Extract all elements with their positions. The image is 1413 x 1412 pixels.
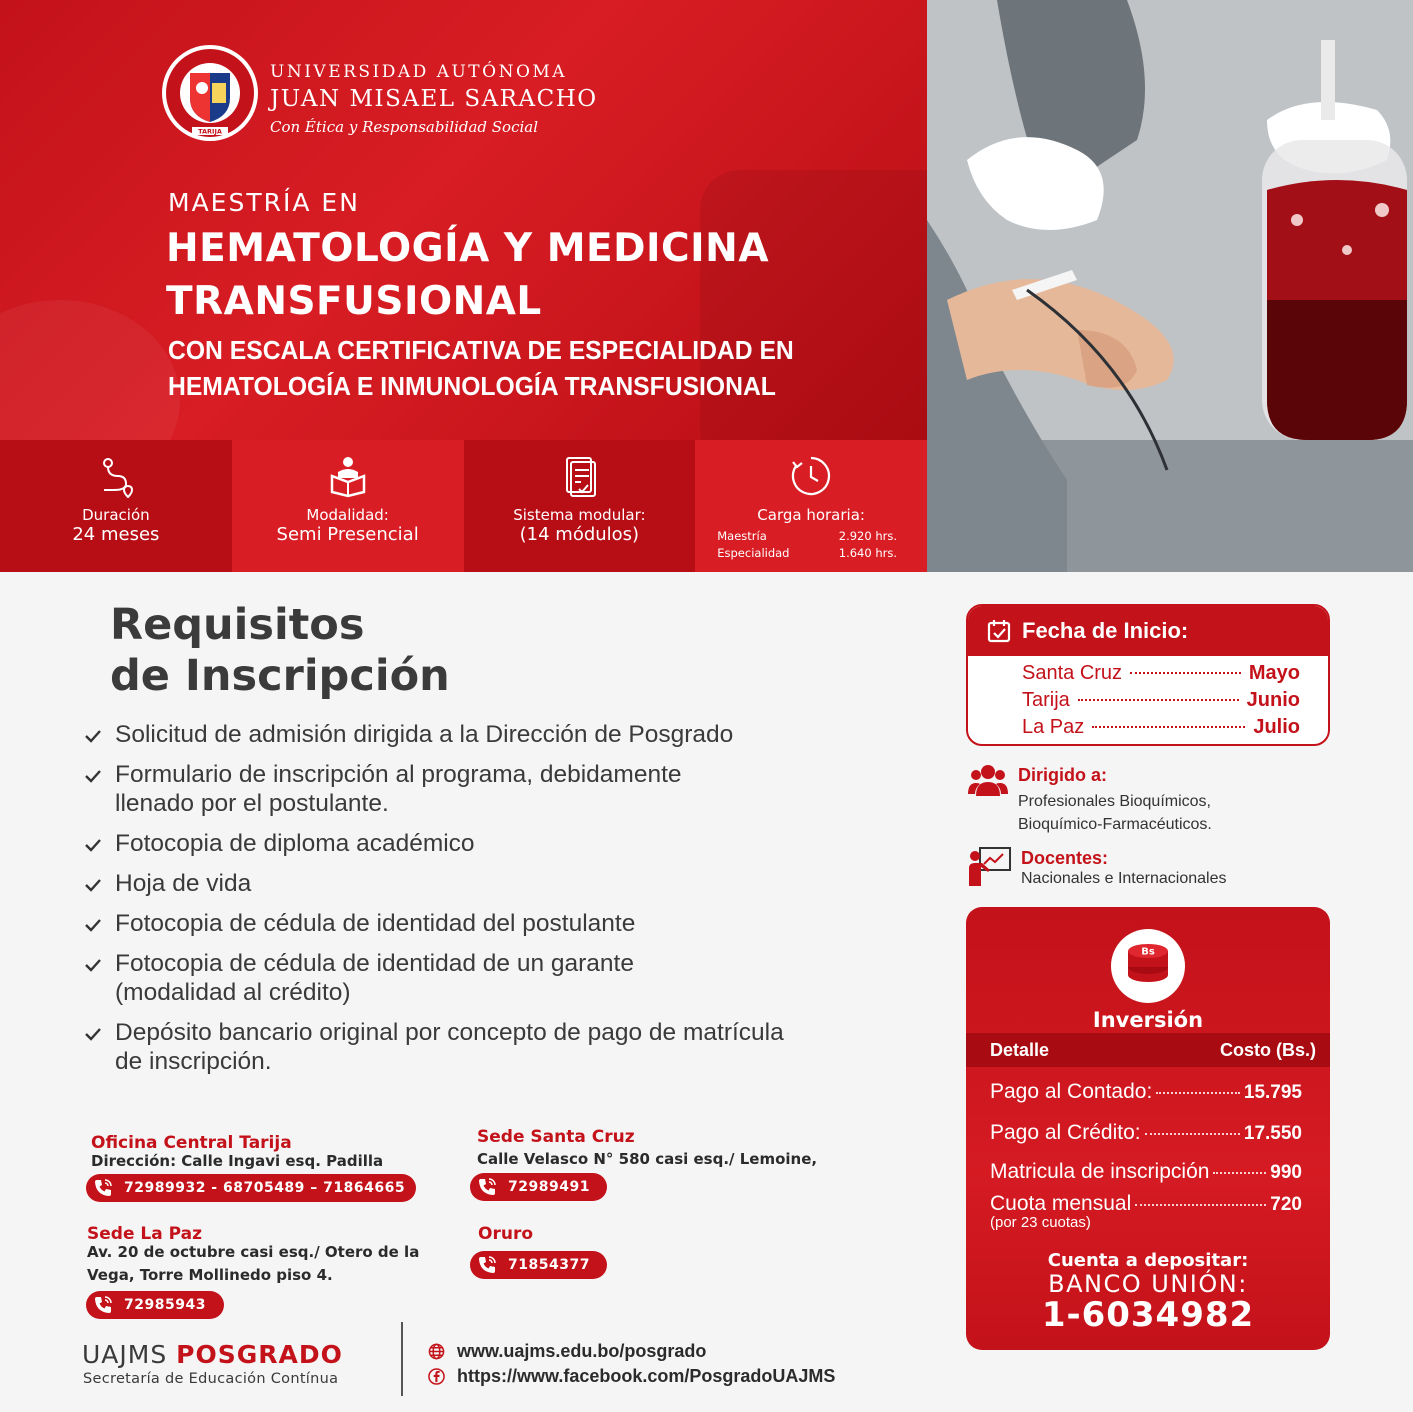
document-check-icon bbox=[557, 454, 601, 498]
stats-bar bbox=[0, 440, 927, 572]
requirements-list bbox=[84, 720, 874, 1087]
clock-icon bbox=[789, 454, 833, 498]
phone-icon bbox=[476, 1176, 498, 1198]
list-item: Formulario de inscripción al programa, debidamente llenado por el postulante. bbox=[84, 760, 874, 818]
header-banner bbox=[0, 0, 927, 440]
start-date-row: Santa Cruz Mayo bbox=[1022, 662, 1300, 684]
checkmark-icon bbox=[84, 728, 102, 744]
calendar-check-icon bbox=[986, 618, 1012, 644]
svg-text:Bs: Bs bbox=[1141, 946, 1155, 958]
list-item: Solicitud de admisión dirigida a la Dirección de Posgrado bbox=[84, 720, 874, 749]
checkmark-icon bbox=[84, 768, 102, 784]
globe-icon bbox=[428, 1343, 445, 1360]
investment-row: Cuota mensual 720 bbox=[990, 1192, 1302, 1215]
program-title: HEMATOLOGÍA Y MEDICINA TRANSFUSIONAL bbox=[166, 226, 770, 324]
office-la-paz-address: Av. 20 de octubre casi esq./ Otero de la Vega, Torre Mollinedo piso 4. bbox=[87, 1243, 420, 1284]
office-oruro-title: Oruro bbox=[478, 1224, 534, 1244]
office-santa-cruz-address: Calle Velasco N° 580 casi esq./ Lemoine, bbox=[477, 1150, 818, 1168]
bank-account: 1-6034982 bbox=[1041, 1295, 1255, 1335]
checkmark-icon bbox=[84, 1026, 102, 1042]
list-item: Fotocopia de diploma académico bbox=[84, 829, 874, 858]
investment-row: Matricula de inscripción 990 bbox=[990, 1160, 1302, 1183]
group-icon bbox=[968, 762, 1008, 798]
office-tarija-title: Oficina Central Tarija bbox=[91, 1133, 292, 1153]
stat-hours: Carga horaria: Maestría 2.920 hrs. Especialidad 1.640 hrs. bbox=[695, 440, 927, 572]
investment-row: Pago al Contado: 15.795 bbox=[990, 1080, 1302, 1103]
list-item: Depósito bancario original por concepto de pago de matrícula de inscripción. bbox=[84, 1018, 874, 1076]
teachers-title: Docentes: bbox=[1021, 848, 1109, 868]
list-item: Fotocopia de cédula de identidad de un garante (modalidad al crédito) bbox=[84, 949, 874, 1007]
coin-icon bbox=[1111, 929, 1185, 1003]
svg-text:TARIJA: TARIJA bbox=[198, 127, 222, 136]
office-la-paz-phone[interactable]: 72985943 bbox=[86, 1291, 224, 1319]
footer-divider bbox=[401, 1322, 403, 1396]
stat-modality: Modalidad: Semi Presencial bbox=[232, 440, 464, 572]
office-santa-cruz-title: Sede Santa Cruz bbox=[477, 1127, 635, 1147]
office-santa-cruz-phone[interactable]: 72989491 bbox=[470, 1173, 607, 1201]
checkmark-icon bbox=[84, 877, 102, 893]
blood-donation-photo bbox=[927, 0, 1413, 572]
facebook-icon bbox=[428, 1368, 445, 1385]
audience-title: Dirigido a: bbox=[1018, 765, 1107, 785]
office-tarija-address: Dirección: Calle Ingavi esq. Padilla bbox=[91, 1152, 384, 1170]
investment-header: Detalle Costo (Bs.) bbox=[966, 1033, 1330, 1067]
footer-secretary: Secretaría de Educación Contínua bbox=[83, 1371, 339, 1387]
office-oruro-phone[interactable]: 71854377 bbox=[470, 1251, 607, 1279]
investment-box bbox=[966, 907, 1330, 1350]
facebook-link[interactable]: https://www.facebook.com/PosgradoUAJMS bbox=[428, 1366, 835, 1387]
teacher-board-icon bbox=[968, 846, 1012, 888]
phone-icon bbox=[476, 1254, 498, 1276]
reader-icon bbox=[326, 454, 370, 498]
university-seal-icon bbox=[160, 38, 260, 148]
bank-name: BANCO UNIÓN: bbox=[1048, 1270, 1248, 1298]
start-date-row: Tarija Junio bbox=[1022, 689, 1300, 711]
office-la-paz-title: Sede La Paz bbox=[87, 1224, 202, 1244]
checkmark-icon bbox=[84, 957, 102, 973]
university-name-line2: JUAN MISAEL SARACHO bbox=[270, 86, 598, 112]
audience-description: Profesionales Bioquímicos, Bioquímico-Farmacéuticos. bbox=[1018, 793, 1212, 833]
university-motto: Con Ética y Responsabilidad Social bbox=[270, 118, 539, 136]
investment-title: Inversión bbox=[1092, 1008, 1204, 1032]
installments-note: (por 23 cuotas) bbox=[990, 1214, 1091, 1231]
deposit-label: Cuenta a depositar: bbox=[1047, 1250, 1249, 1271]
program-subtitle: CON ESCALA CERTIFICATIVA DE ESPECIALIDAD EN HEMATOLOGÍA E INMUNOLOGÍA TRANSFUSIONAL bbox=[168, 335, 794, 401]
stat-modular: Sistema modular: (14 módulos) bbox=[464, 440, 696, 572]
start-date-row: La Paz Julio bbox=[1022, 716, 1300, 738]
footer-brand: UAJMS POSGRADO bbox=[82, 1340, 343, 1369]
office-tarija-phone[interactable]: 72989932 - 68705489 – 71864665 bbox=[86, 1174, 416, 1202]
investment-row: Pago al Crédito: 17.550 bbox=[990, 1121, 1302, 1144]
stat-duration: Duración 24 meses bbox=[0, 440, 232, 572]
teachers-description: Nacionales e Internacionales bbox=[1021, 870, 1227, 887]
website-link[interactable]: www.uajms.edu.bo/posgrado bbox=[428, 1341, 706, 1362]
checkmark-icon bbox=[84, 917, 102, 933]
program-prefix: MAESTRÍA EN bbox=[168, 188, 360, 217]
university-name-line1: UNIVERSIDAD AUTÓNOMA bbox=[270, 62, 568, 82]
list-item: Fotocopia de cédula de identidad del postulante bbox=[84, 909, 874, 938]
checkmark-icon bbox=[84, 837, 102, 853]
list-item: Hoja de vida bbox=[84, 869, 874, 898]
start-date-box: Fecha de Inicio: Santa Cruz Mayo Tarija Junio La Paz Julio bbox=[966, 604, 1330, 746]
requirements-title: Requisitos de Inscripción bbox=[110, 600, 450, 701]
phone-icon bbox=[92, 1294, 114, 1316]
phone-icon bbox=[92, 1177, 114, 1199]
route-icon bbox=[94, 454, 138, 498]
